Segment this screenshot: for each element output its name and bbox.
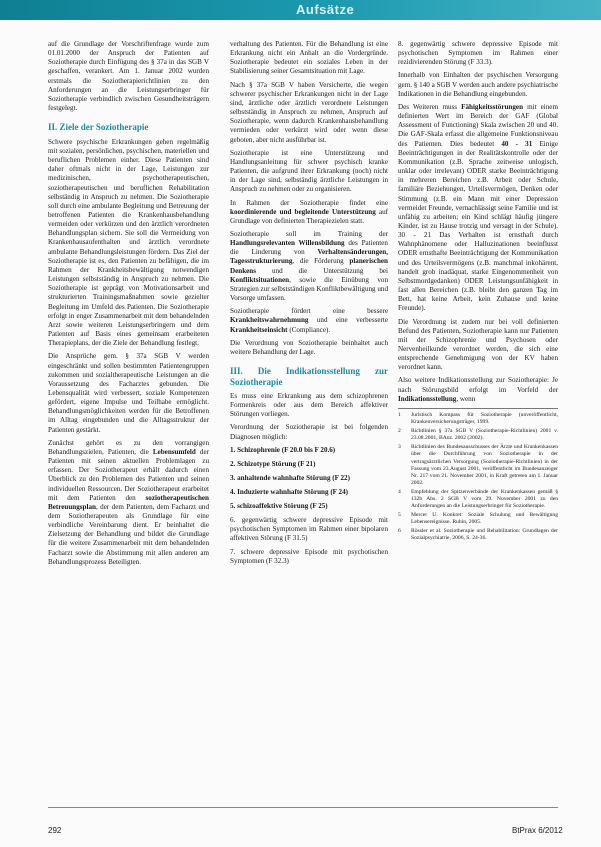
list-item: 3. anhaltende wahnhafte Störung (F 22)	[230, 473, 350, 482]
emphasis: Indikationsstellung	[398, 394, 457, 403]
paragraph: Nach § 37a SGB V haben Versicherte, die wegen schwerer psychischer Erkrankungen nicht in der Lage sind, ärztliche oder ärztlich verordnete Leistungen selbstständig in Anspruch zu nehmen, Anspruch auf Soziotherapie, wenn dadurch Krankenhausbehandlung vermieden oder verkürzt wird oder wenn diese geboten, aber nicht ausführbar ist.	[230, 80, 388, 144]
page-number: 292	[48, 826, 62, 835]
paragraph: Schwere psychische Erkrankungen gehen regelmäßig mit sozialen, persönlichen, psychischen, materiellen und beruflichen Problemen einher. Diese Patienten sind daher oftmals nicht in der Lage, Leistungen zur medizinischen, psychotherapeutischen, soziotherapeutischen und beruflichen Rehabilitation selbständig in Anspruch zu nehmen. Die Soziotherapie soll durch eine ambulante Begleitung und Betreuung der betroffenen Patienten die Krankenhausbehandlung vermeiden oder verkürzen und den ärztlich verordneten Behandlungsplan sichern. Sie soll die Vermeidung von Krankenhausaufenthalten und ärztlich verordnete ambulante Behandlungsleistungen fördern. Das Ziel der Soziotherapie ist es, den Patienten zu befähigen, die im Rahmen der Krankheitsbewältigung notwendigen Leistungen selbstständig in Anspruch zu nehmen. Die Soziotherapie ist geprägt von Motivationsarbeit und strukturierten Trainingsmaßnahmen sowie gezielter Begleitung im Umfeld des Patienten. Die Soziotherapie erfolgt in enger Zusammenarbeit mit dem behandelnden Arzt sowie weiteren Leistungserbringern und dem Patienten auf Basis eines gemeinsam erarbeiteten Therapieplans, der die Ziele der Behandlung festlegt.	[48, 137, 209, 348]
footer-rule	[48, 807, 558, 808]
header-bar	[0, 0, 601, 20]
column-right	[398, 40, 558, 545]
footnote: 6 Rössler et al. Soziotherapie und Rehabilitation: Grundlagen der Sozialpsychiatrie, 2006, S. 24-36.	[398, 528, 558, 542]
emphasis: Lebensumfeld	[152, 447, 196, 456]
list-item: 2. Schizotype Störung (F 21)	[230, 459, 316, 468]
emphasis: Krankheitswahrnehmung	[230, 316, 309, 325]
emphasis: planerischen Denkens	[230, 257, 388, 275]
list-item: 6. gegenwärtig schwere depressive Episode mit psychotischen Symptomen im Rahmen einer bipolaren affektiven Störung (F 31.5)	[230, 515, 388, 542]
paragraph: Also weitere Indikationsstellung zur Soziotherapie: Je nach Störungsbild erfolgt im Vorfeld der Indikationsstellung, wenn	[398, 376, 558, 403]
paragraph: Die Ansprüche gem. § 37a SGB V werden eingeschränkt und sollen bestimmten Patientengruppen zukommen und sozialtherapeutische Leistungen an die Voraussetzung des Facharztes gebunden. Die Lebensqualität wird verbessert, soziale Kompetenzen gefördert, eigene Impulse und Teilhabe ermöglicht. Behandlungsmöglichkeiten werden für die Betroffenen im Alltag eingebunden und die Alltagsstruktur der Patienten gestärkt.	[48, 352, 209, 434]
paragraph: In Rahmen der Soziotherapie findet eine koordinierende und begleitende Unterstützung auf Grundlage von definierten Therapiezielen statt.	[230, 198, 388, 225]
emphasis: Handlungsrelevanten Willensbildung	[230, 239, 345, 248]
footnotes	[398, 408, 558, 543]
section-heading: II. Ziele der Soziotherapie	[48, 122, 149, 133]
footnote: 1 Juristisch Kompass für Soziotherapie (unveröffentlicht, Krankenversicherungsträger, 1999.	[398, 411, 558, 426]
emphasis: Fähigkeitsstörungen	[461, 102, 524, 111]
emphasis: Verhaltensänderungen, Tagesstrukturierung	[230, 248, 389, 266]
paragraph: Soziotherapie soll im Training der Handlungsrelevanten Willensbildung des Patienten die Linderung von Verhaltensänderungen, Tagesstrukturierung, die Förderung planerischen Denkens und die Unterstützung bei Konfliktsituationen, sowie die Einübung von Strategien zur selbstständigen Konfliktbewältigung und Vorsorge umfassen.	[230, 229, 389, 303]
paragraph: Verordnung der Soziotherapie ist bei folgenden Diagnosen möglich:	[230, 423, 388, 441]
paragraph: Des Weiteren muss Fähigkeitsstörungen mit einem definierten Wert im Bereich der GAF (Global Assessment of Functioning) Skala zwischen 20 und 40. Die GAF-Skala erfasst die allgemeine Funktionsniveau des Patienten. Dies bedeutet 40 - 31 Einige Beeinträchtigungen in der Realitätskontrolle oder der Kommunikation (z.B. Sprache zeitweise unlogisch, unklar oder irrelevant) ODER starke Beeinträchtigung in mehreren Bereichen z.B. Arbeit oder Schule, familiäre Beziehungen, Urteilsvermögen, Denken oder Stimmung (z.B. ein Mann mit einer Depression vermeidet Freunde, vernachlässigt seine Familie und ist unfähig zu arbeiten; ein Kind schlägt häufig jüngere Kinder, ist zu Hause trotzig und versagt in der Schule). 30 - 21 Das Verhalten ist ernsthaft durch Wahnphänomene oder Halluzinationen beeinflusst ODER ernsthafte Beeinträchtigung der Kommunikation und des Urteilsvermögens (z.B. manchmal inkohärent, handelt grob inadäquat, starke Eingenommenheit von Selbstmordgedanken) ODER Leistungsunfähigkeit in fast allen Bereichen (z.B. bleibt den ganzen Tag im Bett, hat keine Arbeit, kein Zuhause und keine Freunde).	[398, 102, 558, 313]
footnote: 3 Richtlinien des Bundesausschusses der Ärzte und Krankenkassen über die Durchführung von Soziotherapie in der vertragsärztlichen Versorgung (Soziotherapie-Richtlinien) in der Fassung vom 23.August 2001, veröffentlicht im Bundesanzeiger Nr. 217 vom 21. November 2001, in Kraft getreten am 1. Januar 2002.	[398, 444, 558, 486]
paragraph: auf die Grundlage der Vorschriftenfrage wurde zum 01.01.2000 der Anspruch der Patienten auf Soziotherapie durch Einfügung des § 37a in das SGB V geschaffen, verankert. Am 1. Januar 2002 wurden erstmals die Soziotherapierichtlinien zu den Anforderungen an die Leistungserbringer für Soziotherapie verbindlich zwischen Gesundheitsträgern festgelegt.	[48, 40, 209, 113]
diagnosis-list	[230, 446, 388, 566]
list-item: 4. Induzierte wahnhafte Störung (F 24)	[230, 487, 348, 496]
section-heading: III. Die Indikationsstellung zur Soziotherapie	[230, 366, 388, 387]
list-item: 7. schwere depressive Episode mit psychotischen Symptomen (F 32.3)	[230, 547, 388, 565]
emphasis: Krankheitseinsicht	[230, 325, 288, 334]
section-label: Aufsätze	[296, 2, 355, 17]
paragraph: Zunächst gehört es zu den vorrangigen Behandlungszielen, Patienten, die Lebensumfeld der Patienten mit seinen aktuellen Problemlagen zu erfassen. Der Soziotherapeut erhält dadurch einen Überblick zu den Problemen des Patienten und seinen individuellen Ressourcen. Der Soziotherapeut erarbeitet mit dem Patienten den soziotherapeutischen Betreuungsplan, der dem Patienten, dem Facharzt und dem Soziotherapeuten als Grundlage für eine verbindliche Vereinbarung dient. Er beinhaltet die Zielsetzung der Behandlung und bildet die Grundlage für die weitere Zusammenarbeit mit dem behandelnden Facharzt sowie die Abstimmung mit allen anderen am Behandlungsprozess Beteiligten.	[48, 438, 209, 566]
footnote: 2 Richtlinien § 37a SGB V (Soziotherapie-Richtlinien) 2001 v. 23.08.2001, BAnz. 2002 (2002).	[398, 428, 558, 442]
paragraph: 8. gegenwärtig schwere depressive Episode mit psychotischen Symptomen im Rahmen einer rezidivierenden Störung (F 33.3).	[398, 40, 558, 67]
paragraph: Die Verordnung ist zudem nur bei voll definierten Befund des Patienten, Soziotherapie kann nur Patienten mit der Schizophrenie und Psychosen oder Nervenheilkunde verordnet werden, die sich eine entsprechende Genehmigung von der KV haben verordnet kann.	[398, 317, 559, 372]
paragraph: Soziotherapie fördert eine bessere Krankheitswahrnehmung und eine verbesserte Krankheitseinsicht (Compliance).	[230, 307, 388, 334]
emphasis: 40 - 31	[501, 139, 533, 148]
list-item: 1. Schizophrenie (F 20.0 bis F 20.6)	[230, 445, 336, 454]
paragraph: Es muss eine Erkrankung aus dem schizophrenen Formenkreis oder aus dem Bereich affektiver Störungen vorliegen.	[230, 392, 388, 419]
paragraph: Soziotherapie ist eine Unterstützung und Handlungsanleitung für schwer psychisch kranke Patienten, die aufgrund ihrer Erkrankung (noch) nicht in der Lage sind, selbständig ärztliche Leistungen in Anspruch zu nehmen oder zu organisieren.	[230, 148, 388, 194]
emphasis: soziotherapeutischen Betreuungsplan	[48, 493, 209, 511]
emphasis: Konfliktsituationen	[230, 275, 290, 284]
journal-issue: BtPrax 6/2012	[512, 826, 563, 835]
emphasis: koordinierende und begleitende Unterstützung	[230, 207, 376, 216]
paragraph: verhaltung des Patienten. Für die Behandlung ist eine Erkrankung nicht ein Anhalt an die Vordergründe. Soziotherapie bedeutet ein soziales Leben in der Stabilisierung seiner Gesamtsituation mit Lage.	[230, 40, 388, 76]
list-item: 5. schizoaffektive Störung (F 25)	[230, 501, 328, 510]
footnote: 4 Empfehlung der Spitzenverbände der Krankenkassen gemäß § 132b Abs. 2 SGB V vom 29. November 2001 zu den Anforderungen an die Leistungserbringer für Soziotherapie.	[398, 488, 558, 510]
column-left	[48, 40, 209, 571]
column-middle	[230, 40, 388, 571]
paragraph: Die Verordnung von Soziotherapie beinhaltet auch weitere Behandlung der Lage.	[230, 338, 388, 356]
footnote: 5 Mercer U. Konkret: Soziale Schulung und Bewältigung Lebensereignisse. Rubin, 2005.	[398, 512, 558, 526]
paragraph: Innerhalb von Einhalten der psychischen Versorgung gem. § 140 a SGB V werden auch andere psychiatrische Indikationen in die Behandlung eingebunden.	[398, 71, 558, 98]
